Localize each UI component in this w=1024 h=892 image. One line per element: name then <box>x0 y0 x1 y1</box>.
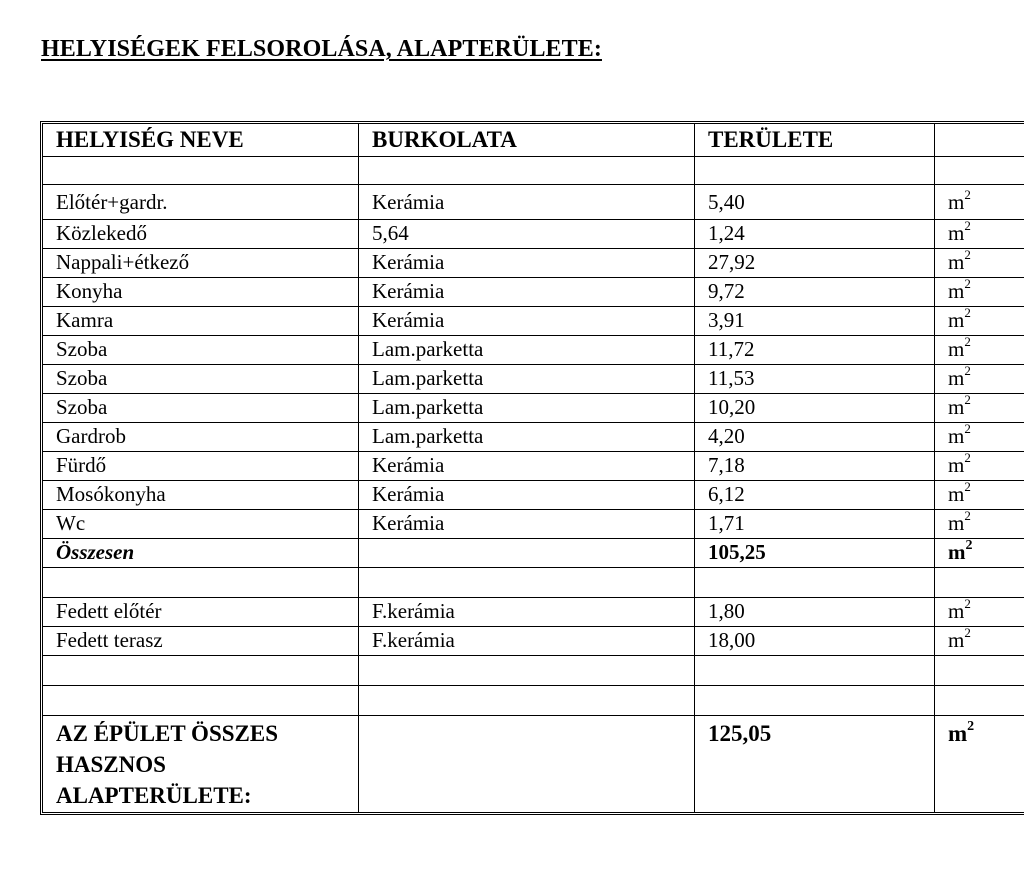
unit-exponent: 2 <box>964 336 971 349</box>
room-area: 3,91 <box>695 307 935 336</box>
unit-exponent: 2 <box>967 719 975 735</box>
subtotal-area: 105,25 <box>695 539 935 568</box>
blank-row <box>43 686 1024 716</box>
table-row <box>43 627 1024 656</box>
unit-base: m <box>948 221 965 245</box>
unit-base: m <box>948 540 966 564</box>
unit-base: m <box>948 511 965 535</box>
header-unit <box>935 124 1024 157</box>
blank-row <box>43 656 1024 686</box>
unit-base: m <box>948 628 965 652</box>
room-area: 1,80 <box>695 598 935 627</box>
room-covering: Kerámia <box>359 278 695 307</box>
table-row <box>43 394 1024 423</box>
unit-exponent: 2 <box>964 307 971 320</box>
area-unit <box>935 365 1024 394</box>
room-name: Előtér+gardr. <box>43 185 359 220</box>
room-area: 4,20 <box>695 423 935 452</box>
unit-exponent: 2 <box>964 278 971 291</box>
unit-exponent: 2 <box>964 365 971 378</box>
rooms-table-wrapper <box>40 121 1024 815</box>
blank-row <box>43 568 1024 598</box>
area-unit <box>935 185 1024 220</box>
table-row <box>43 307 1024 336</box>
room-name: Mosókonyha <box>43 481 359 510</box>
unit-base: m <box>948 279 965 303</box>
room-area: 11,53 <box>695 365 935 394</box>
unit-exponent: 2 <box>964 481 971 494</box>
room-name: Közlekedő <box>43 220 359 249</box>
table-row <box>43 510 1024 539</box>
room-name: Konyha <box>43 278 359 307</box>
unit-base: m <box>948 395 965 419</box>
unit-exponent: 2 <box>964 510 971 523</box>
room-area: 1,24 <box>695 220 935 249</box>
room-covering: 5,64 <box>359 220 695 249</box>
area-unit <box>935 278 1024 307</box>
rooms-table-body <box>43 124 1024 812</box>
area-unit <box>935 716 1024 812</box>
unit-exponent: 2 <box>964 394 971 407</box>
room-covering: Kerámia <box>359 307 695 336</box>
room-area: 7,18 <box>695 452 935 481</box>
room-area: 27,92 <box>695 249 935 278</box>
room-covering: F.kerámia <box>359 627 695 656</box>
area-unit <box>935 423 1024 452</box>
room-name: Szoba <box>43 336 359 365</box>
header-room-name: HELYISÉG NEVE <box>43 124 359 157</box>
blank-row <box>43 157 1024 185</box>
room-covering: Kerámia <box>359 510 695 539</box>
table-row <box>43 278 1024 307</box>
subtotal-label: Összesen <box>43 539 359 568</box>
room-covering: Lam.parketta <box>359 365 695 394</box>
room-name: Gardrob <box>43 423 359 452</box>
area-unit <box>935 249 1024 278</box>
room-covering: Kerámia <box>359 249 695 278</box>
room-covering: F.kerámia <box>359 598 695 627</box>
table-row <box>43 249 1024 278</box>
grand-total-label-line: ALAPTERÜLETE: <box>56 783 252 808</box>
unit-exponent: 2 <box>964 220 971 233</box>
rooms-table <box>40 121 1024 815</box>
room-area: 5,40 <box>695 185 935 220</box>
grand-total-row <box>43 716 1024 812</box>
unit-exponent: 2 <box>965 539 973 553</box>
header-area: TERÜLETE <box>695 124 935 157</box>
room-name: Wc <box>43 510 359 539</box>
table-row <box>43 598 1024 627</box>
header-covering: BURKOLATA <box>359 124 695 157</box>
room-area: 1,71 <box>695 510 935 539</box>
room-covering: Kerámia <box>359 481 695 510</box>
area-unit <box>935 627 1024 656</box>
room-covering: Kerámia <box>359 452 695 481</box>
unit-base: m <box>948 453 965 477</box>
unit-base: m <box>948 308 965 332</box>
subtotal-row <box>43 539 1024 568</box>
table-row <box>43 423 1024 452</box>
table-row <box>43 220 1024 249</box>
unit-base: m <box>948 599 965 623</box>
room-name: Fürdő <box>43 452 359 481</box>
grand-total-label <box>43 716 359 812</box>
area-unit <box>935 539 1024 568</box>
area-unit <box>935 510 1024 539</box>
room-area: 11,72 <box>695 336 935 365</box>
unit-base: m <box>948 250 965 274</box>
table-row <box>43 185 1024 220</box>
unit-exponent: 2 <box>964 627 971 640</box>
room-name: Szoba <box>43 365 359 394</box>
document-title: HELYISÉGEK FELSOROLÁSA, ALAPTERÜLETE: <box>41 36 602 62</box>
unit-exponent: 2 <box>964 187 971 202</box>
table-row <box>43 365 1024 394</box>
room-name: Kamra <box>43 307 359 336</box>
table-row <box>43 452 1024 481</box>
table-header-row <box>43 124 1024 157</box>
unit-base: m <box>948 366 965 390</box>
room-covering: Lam.parketta <box>359 336 695 365</box>
room-area: 9,72 <box>695 278 935 307</box>
area-unit <box>935 336 1024 365</box>
unit-base: m <box>948 337 965 361</box>
unit-base: m <box>948 721 968 746</box>
unit-exponent: 2 <box>964 598 971 611</box>
unit-exponent: 2 <box>964 452 971 465</box>
unit-base: m <box>948 190 965 214</box>
grand-total-area: 125,05 <box>695 716 935 812</box>
area-unit <box>935 307 1024 336</box>
table-row <box>43 481 1024 510</box>
room-name: Fedett előtér <box>43 598 359 627</box>
area-unit <box>935 220 1024 249</box>
table-row <box>43 336 1024 365</box>
room-name: Fedett terasz <box>43 627 359 656</box>
room-area: 6,12 <box>695 481 935 510</box>
grand-total-label-line: HASZNOS <box>56 752 166 777</box>
unit-base: m <box>948 482 965 506</box>
room-area: 10,20 <box>695 394 935 423</box>
unit-exponent: 2 <box>964 249 971 262</box>
unit-exponent: 2 <box>964 423 971 436</box>
grand-total-label-line: AZ ÉPÜLET ÖSSZES <box>56 721 279 746</box>
room-covering: Lam.parketta <box>359 394 695 423</box>
area-unit <box>935 394 1024 423</box>
room-area: 18,00 <box>695 627 935 656</box>
unit-base: m <box>948 424 965 448</box>
room-name: Szoba <box>43 394 359 423</box>
area-unit <box>935 481 1024 510</box>
area-unit <box>935 452 1024 481</box>
area-unit <box>935 598 1024 627</box>
room-covering: Kerámia <box>359 185 695 220</box>
room-covering: Lam.parketta <box>359 423 695 452</box>
room-name: Nappali+étkező <box>43 249 359 278</box>
